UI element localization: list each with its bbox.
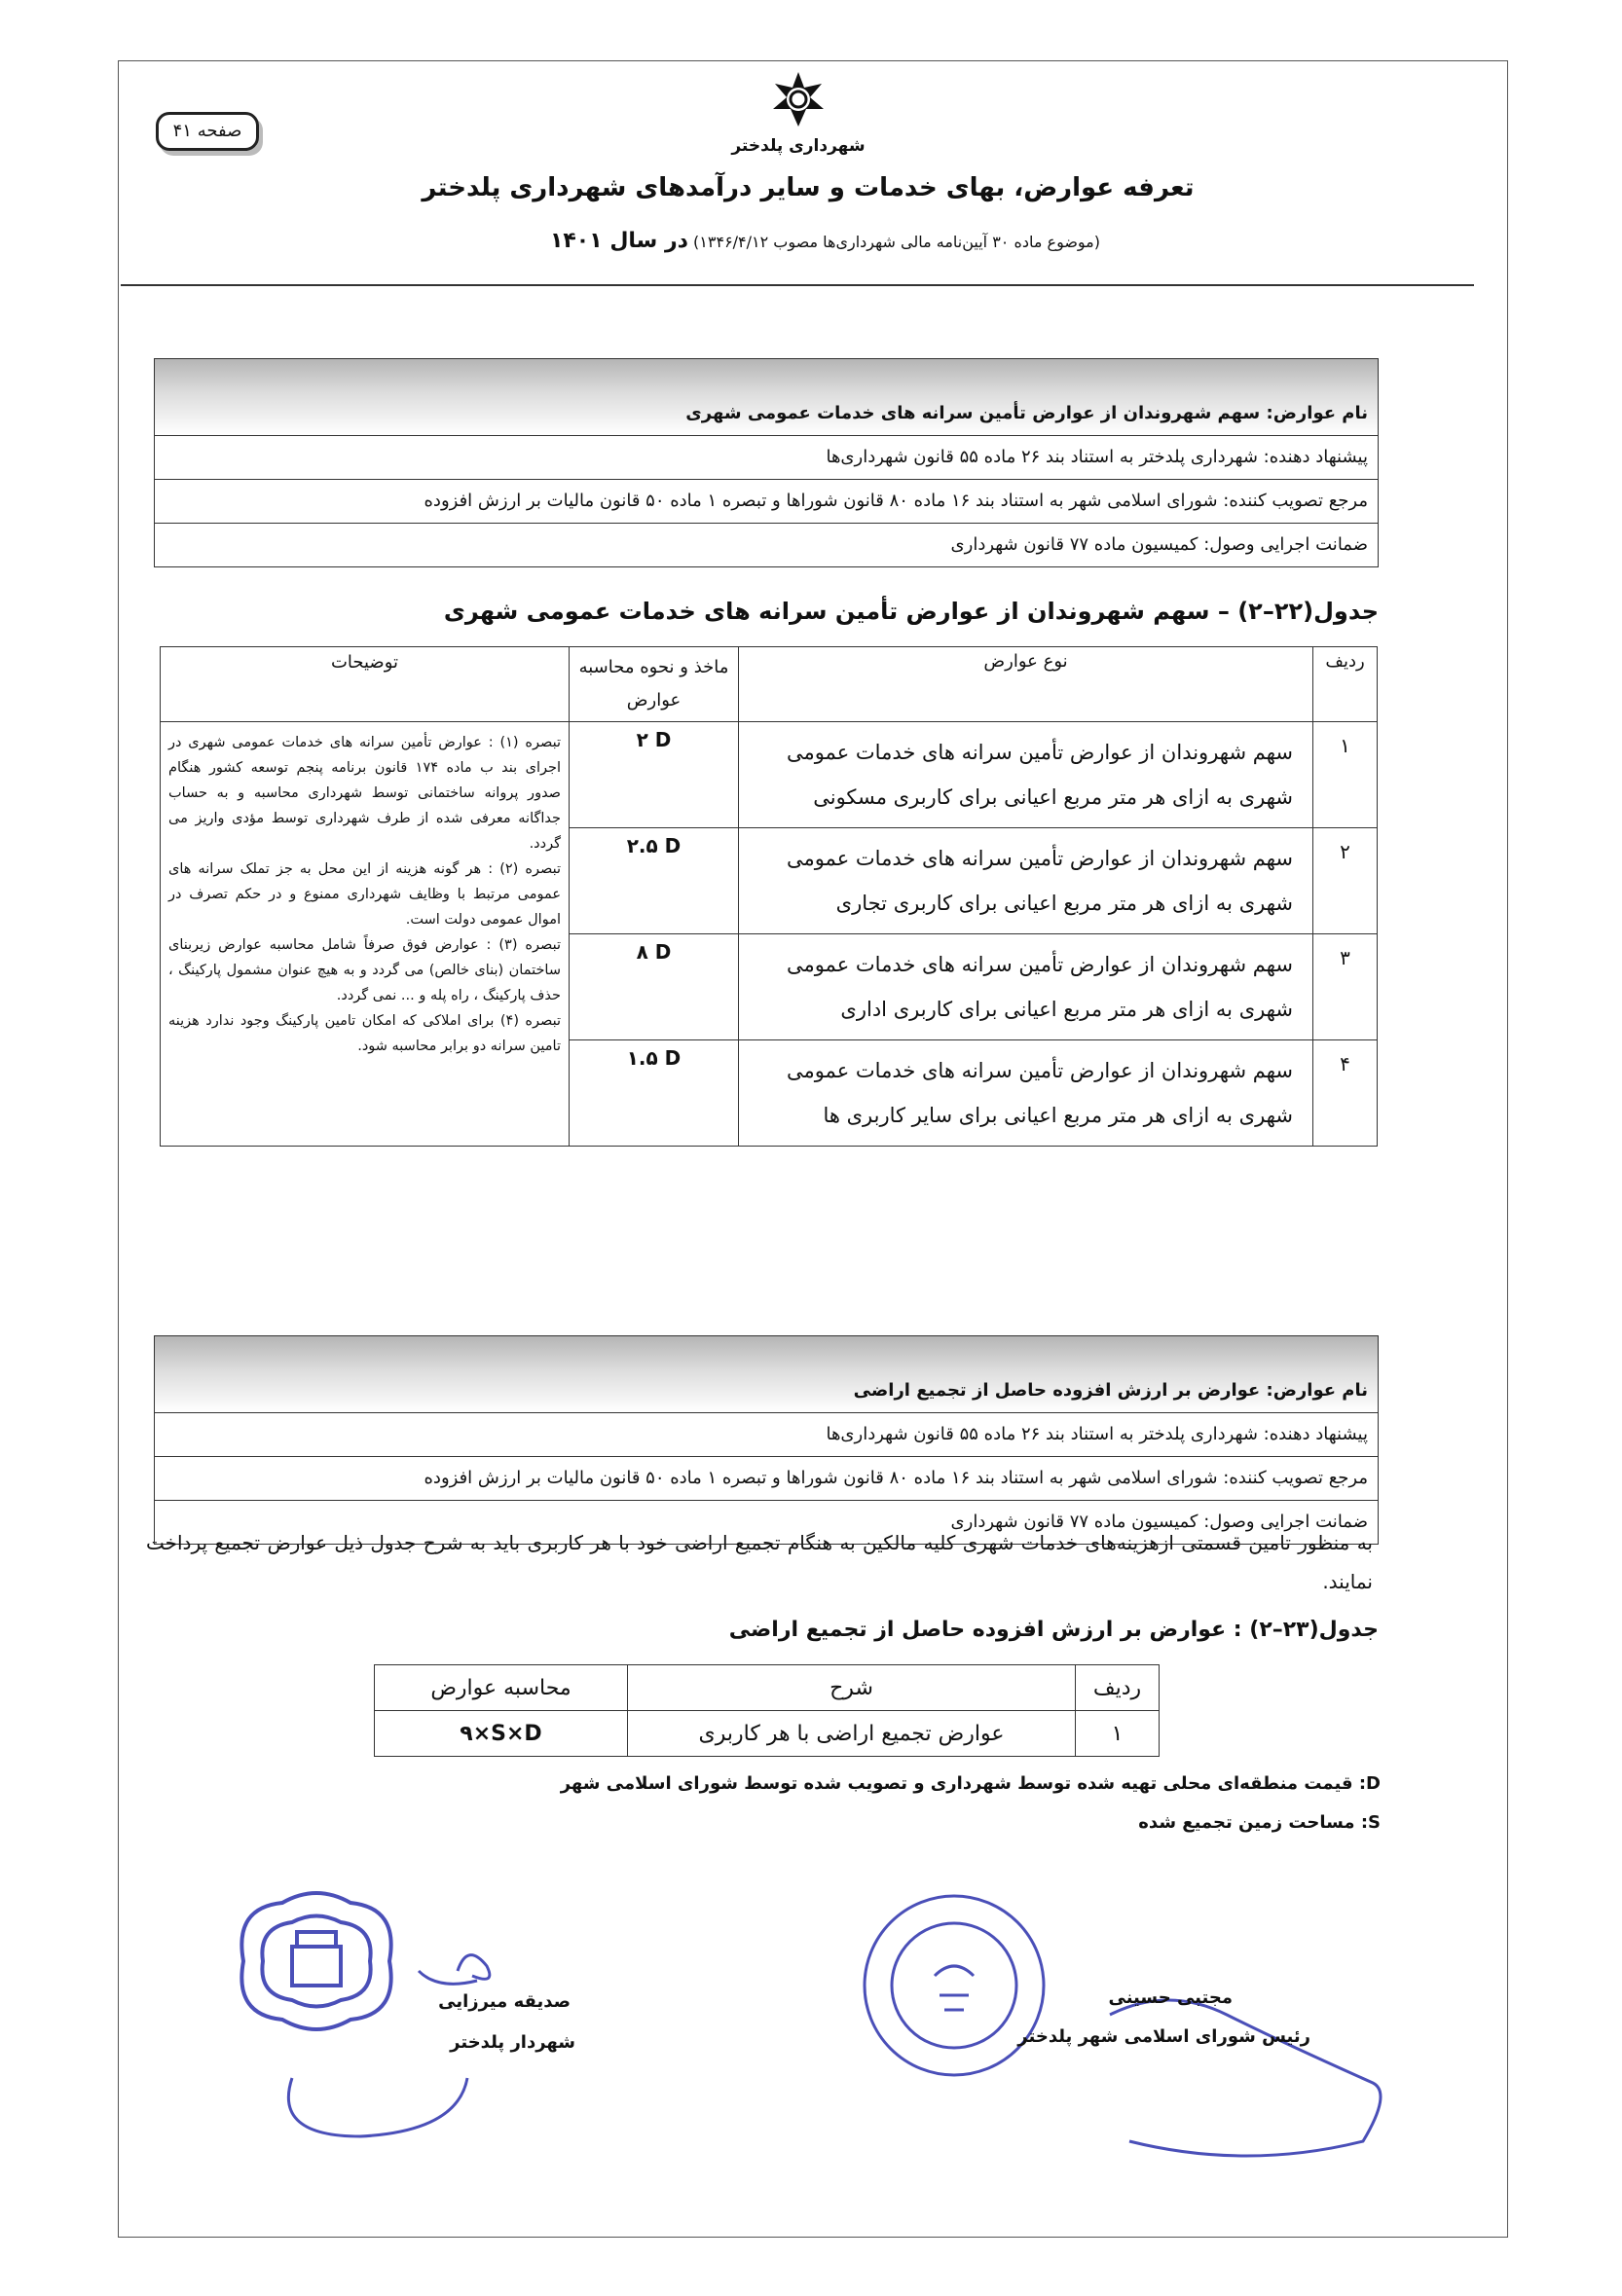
table-1-row-1-calc: ۲ D (570, 722, 739, 828)
table-1-row-1-type: سهم شهروندان از عوارض تأمین سرانه های خدمات عمومی شهری به ازای هر متر مربع اعیانی برای کاربری مسکونی (739, 722, 1313, 828)
table-1 (160, 646, 1378, 1147)
table-2-header-calc: محاسبه عوارض (375, 1665, 628, 1711)
page-subtitle (321, 229, 1100, 253)
table-row (375, 1711, 1160, 1757)
info-box-1-name: نام عوارض: سهم شهروندان از عوارض تأمین سرانه های خدمات عمومی شهری (155, 392, 1378, 435)
table-1-note-1: تبصره (۱) : عوارض تأمین سرانه های خدمات عمومی شهری در اجرای بند ب ماده ۱۷۴ قانون برنامه پنجم توسعه کشور هنگام صدور پروانه ساختمانی توسط شهرداری محاسبه و به حساب جداگانه معرفی شده از طرف شهرداری توسط مؤدی واریز می گردد. (168, 735, 561, 852)
table-1-note-3: تبصره (۳) : عوارض فوق صرفاً شامل محاسبه عوارض زیربنای ساختمان (بنای خالص) می گردد و به هیچ عنوان مشمول پارکینگ ، حذف پارکینگ ، راه پله و ... نمی گردد. (168, 937, 561, 1003)
info-box-1-proposer: پیشنهاد دهنده: شهرداری پلدختر به استناد بند ۲۶ ماده ۵۵ قانون شهرداری‌ها (155, 435, 1378, 479)
table-2-header-row (375, 1665, 1160, 1711)
subtitle-reference: (موضوع ماده ۳۰ آیین‌نامه مالی شهرداری‌ها مصوب ۱۳۴۶/۴/۱۲) (693, 233, 1100, 251)
info-box-1-approver: مرجع تصویب کننده: شورای اسلامی شهر به استناد بند ۱۶ ماده ۸۰ قانون شوراها و تبصره ۱ ماده ۵۰ قانون مالیات بر ارزش افزوده (155, 479, 1378, 523)
table-1-row-2-calc: ۲.۵ D (570, 828, 739, 934)
page-number-badge: صفحه ۴۱ (156, 112, 259, 151)
info-box-2-proposer: پیشنهاد دهنده: شهرداری پلدختر به استناد بند ۲۶ ماده ۵۵ قانون شهرداری‌ها (155, 1412, 1378, 1456)
info-box-2-guarantee: ضمانت اجرایی وصول: کمیسیون ماده ۷۷ قانون شهرداری (155, 1500, 1378, 1544)
table-1-row-2-type: سهم شهروندان از عوارض تأمین سرانه های خدمات عمومی شهری به ازای هر متر مربع اعیانی برای کاربری تجاری (739, 828, 1313, 934)
mayor-name: صدیقه میرزایی (438, 1991, 571, 2012)
page-title: تعرفه عوارض، بهای خدمات و سایر درآمدهای شهرداری پلدختر (422, 173, 1195, 202)
table-1-header-calc: ماخذ و نحوه محاسبه عوارض (570, 647, 739, 722)
info-box-1-shade (155, 359, 1378, 392)
info-box-2-shade (155, 1336, 1378, 1369)
table-1-row-4-type: سهم شهروندان از عوارض تأمین سرانه های خدمات عمومی شهری به ازای هر متر مربع اعیانی برای سایر کاربری ها (739, 1040, 1313, 1147)
table-1-header-row-num: ردیف (1313, 647, 1378, 722)
table-1-header-row (161, 647, 1378, 722)
table-1-row-3-num: ۳ (1313, 934, 1378, 1040)
header-divider (121, 284, 1474, 286)
table-1-row-4-num: ۴ (1313, 1040, 1378, 1147)
table-1-row-3-calc: ۸ D (570, 934, 739, 1040)
info-box-1 (154, 358, 1379, 567)
municipality-logo (769, 70, 828, 128)
table-1-notes (161, 722, 570, 1147)
table-1-note-4: تبصره (۴) برای املاکی که امکان تامین پارکینگ وجود ندارد هزینه تامین سرانه دو برابر محاسبه شود. (168, 1013, 561, 1054)
subtitle-year: در سال ۱۴۰۱ (549, 229, 688, 253)
info-box-2-approver: مرجع تصویب کننده: شورای اسلامی شهر به استناد بند ۱۶ ماده ۸۰ قانون شوراها و تبصره ۱ ماده ۵۰ قانون مالیات بر ارزش افزوده (155, 1456, 1378, 1500)
table-2-header-row-num: ردیف (1076, 1665, 1160, 1711)
council-head-title: رئیس شورای اسلامی شهر پلدختر (1017, 2026, 1310, 2047)
table-2-header-desc: شرح (628, 1665, 1076, 1711)
table-2-row-1-desc: عوارض تجمیع اراضی با هر کاربری (628, 1711, 1076, 1757)
table-1-row-1-num: ۱ (1313, 722, 1378, 828)
table-2 (374, 1664, 1160, 1757)
council-seal-stamp (857, 1888, 1051, 2083)
table-1-row-3-type: سهم شهروندان از عوارض تأمین سرانه های خدمات عمومی شهری به ازای هر متر مربع اعیانی برای کاربری اداری (739, 934, 1313, 1040)
table-1-row-4-calc: ۱.۵ D (570, 1040, 739, 1147)
table-1-header-desc: توضیحات (161, 647, 570, 722)
table-2-row-1-num: ۱ (1076, 1711, 1160, 1757)
right-signature (1051, 1947, 1402, 2170)
council-head-name: مجتبی حسینی (1108, 1987, 1233, 2008)
table-1-row-2-num: ۲ (1313, 828, 1378, 934)
info-box-2 (154, 1335, 1379, 1545)
info-box-1-guarantee: ضمانت اجرایی وصول: کمیسیون ماده ۷۷ قانون شهرداری (155, 523, 1378, 566)
info-box-2-name: نام عوارض: عوارض بر ارزش افزوده حاصل از تجمیع اراضی (155, 1369, 1378, 1412)
legend-s: S: مساحت زمین تجمیع شده (1138, 1812, 1381, 1833)
legend-d: D: قیمت منطقه‌ای محلی تهیه شده توسط شهرداری و تصویب شده توسط شورای اسلامی شهر (560, 1773, 1381, 1794)
intro-paragraph: به منظور تامین قسمتی ازهزینه‌های خدمات شهری کلیه مالکین به هنگام تجمیع اراضی خود با هر کاربری باید به شرح جدول ذیل عوارض تجمیع پرداخت نمایند. (146, 1531, 1373, 1593)
table-1-title: جدول(۲۲–۲) – سهم شهروندان از عوارض تأمین سرانه های خدمات عمومی شهری (443, 598, 1379, 625)
table-1-header-type: نوع عوارض (739, 647, 1313, 722)
org-name: شهرداری پلدختر (731, 136, 866, 156)
table-2-title: جدول(۲۳–۲) : عوارض بر ارزش افزوده حاصل از تجمیع اراضی (728, 1618, 1379, 1642)
mayor-title: شهردار پلدختر (450, 2032, 575, 2053)
table-row (161, 722, 1378, 828)
table-1-note-2: تبصره (۲) : هر گونه هزینه از این محل به جز تملک سرانه های عمومی مرتبط با وظایف شهرداری ممنوع و در حکم تصرف در اموال عمومی دولت است. (168, 861, 561, 928)
table-2-row-1-calc: ۹×S×D (375, 1711, 628, 1757)
